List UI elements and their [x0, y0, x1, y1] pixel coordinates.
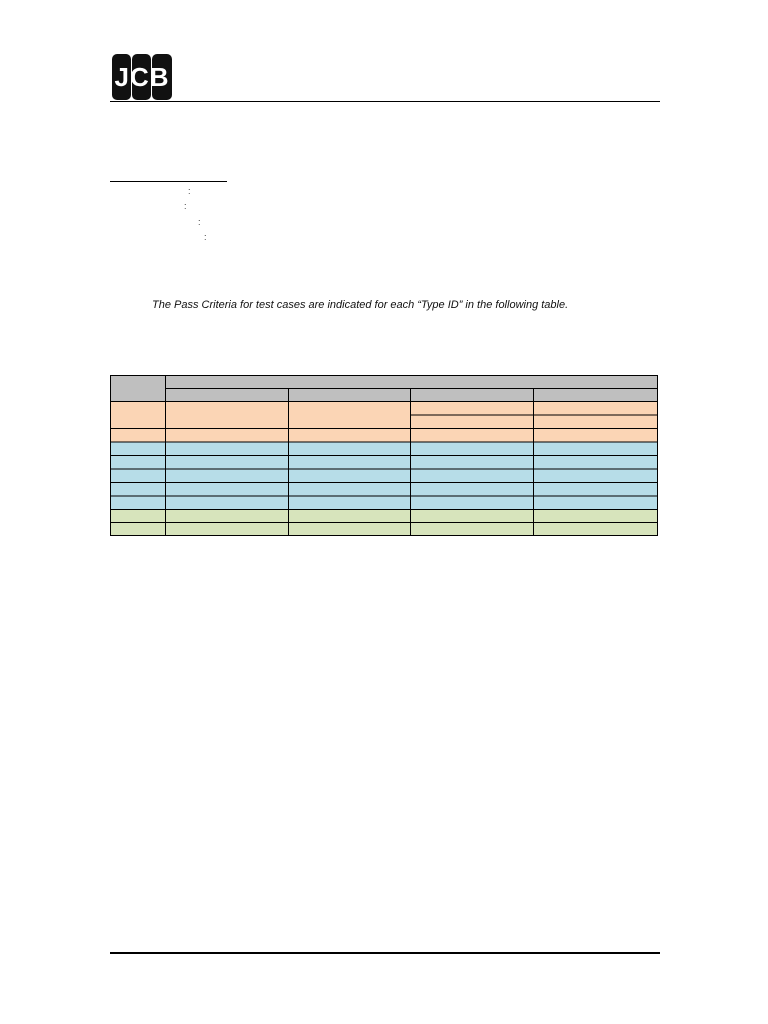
table-row-orange	[411, 402, 534, 416]
table-row-blue	[111, 442, 658, 456]
table-row-orange	[534, 415, 658, 429]
table-header-sub-cell	[166, 389, 289, 402]
table-row-orange-merged	[289, 402, 411, 429]
table-row-green	[111, 510, 658, 523]
field-colon-3: :	[198, 217, 201, 227]
table-row-orange	[411, 415, 534, 429]
field-colon-4: :	[204, 232, 207, 242]
pass-criteria-table	[110, 375, 658, 536]
table-header-sub-cell	[411, 389, 534, 402]
table-row-blue	[111, 496, 658, 510]
field-colon-1: :	[188, 186, 191, 196]
jcb-logo-text: JCB	[114, 62, 170, 92]
field-colon-2: :	[184, 201, 187, 211]
footer-rule	[110, 952, 660, 954]
table-header-group-cell	[166, 376, 658, 389]
table-caption: The Pass Criteria for test cases are indicated for each “Type ID” in the following table.	[152, 299, 569, 311]
table-header-sub-cell	[534, 389, 658, 402]
table-row-orange-merged	[166, 402, 289, 429]
table-row-blue	[111, 483, 658, 497]
table-header-typeid-cell	[111, 376, 166, 402]
table-row-blue	[111, 456, 658, 470]
section-underline	[110, 181, 227, 182]
jcb-logo	[112, 54, 172, 100]
table-row-orange-merged	[111, 402, 166, 429]
table-row-green	[111, 523, 658, 536]
table-row-blue	[111, 469, 658, 483]
table-row-orange	[534, 402, 658, 416]
table-row-orange	[111, 429, 658, 443]
header-rule	[110, 101, 660, 102]
table-header-sub-cell	[289, 389, 411, 402]
